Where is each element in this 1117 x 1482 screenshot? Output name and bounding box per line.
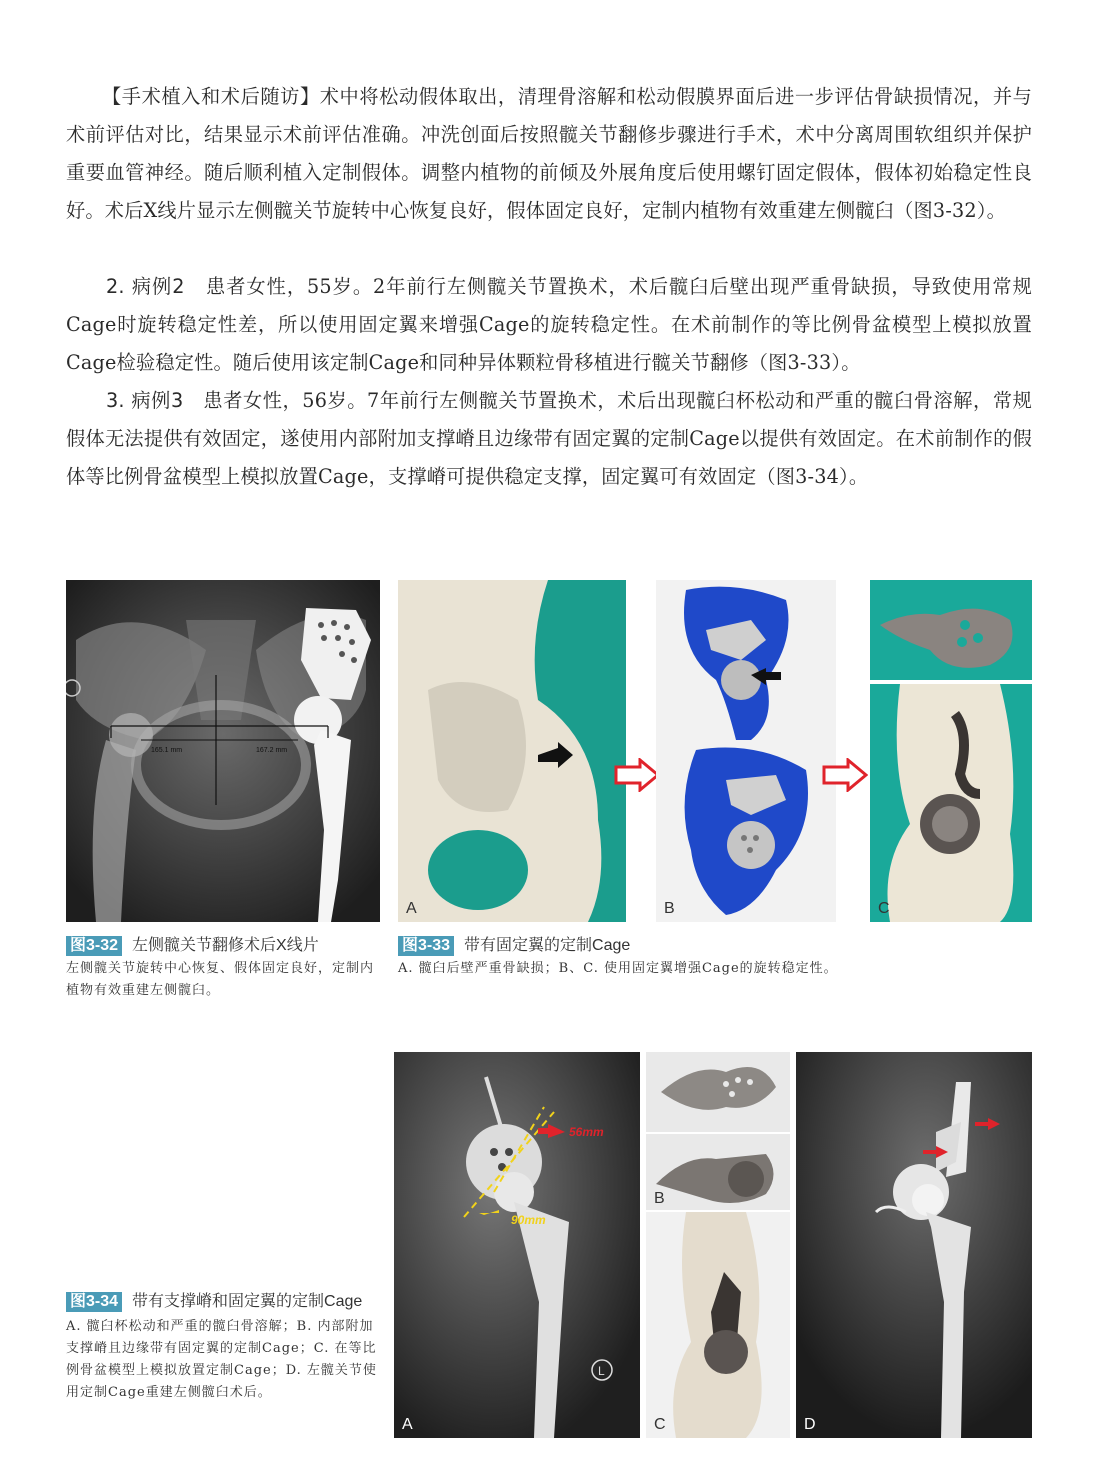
panel-label-a: A xyxy=(406,900,417,917)
hip-xray-postop-graphic xyxy=(796,1052,1032,1438)
measure-90mm: 90mm xyxy=(511,1213,546,1227)
caption-tag: 图3-34 xyxy=(66,1292,122,1312)
caption-title: 左侧髋关节翻修术后X线片 xyxy=(132,937,319,954)
paragraph-case-3 xyxy=(66,382,1032,496)
panel-label-a: A xyxy=(402,1416,413,1433)
pelvis-xray-graphic xyxy=(66,580,380,922)
caption-body: 左侧髋关节旋转中心恢复、假体固定良好，定制内植物有效重建左侧髋臼。 xyxy=(66,961,375,998)
metal-cage-graphic xyxy=(646,1052,790,1132)
paragraph-surgery-followup xyxy=(66,78,1032,230)
fig34-panel-d xyxy=(796,1052,1032,1438)
fig33-panel-b-top xyxy=(656,580,836,740)
bone-model-cage-graphic xyxy=(870,684,1032,922)
panel-label-c: C xyxy=(654,1416,666,1433)
fig33-panel-c-bottom xyxy=(870,684,1032,922)
fig34-panel-c xyxy=(646,1212,790,1438)
caption-tag: 图3-32 xyxy=(66,936,122,956)
metal-cage-side-graphic xyxy=(646,1134,790,1210)
caption-body: A. 髋臼后壁严重骨缺损；B、C. 使用固定翼增强Cage的旋转稳定性。 xyxy=(398,961,838,976)
fig32-xray-image xyxy=(66,580,380,922)
caption-tag: 图3-33 xyxy=(398,936,454,956)
panel-label-b: B xyxy=(654,1190,665,1207)
case-heading: 2. 病例2 xyxy=(106,275,185,298)
fig32-caption xyxy=(66,932,386,1002)
panel-label-c: C xyxy=(878,900,890,917)
blue-pelvis-cage-graphic xyxy=(656,740,836,922)
bone-model-graphic xyxy=(398,580,626,922)
xray-measure-right: 167.2 mm xyxy=(256,747,288,754)
paragraph-text: 患者女性，56岁。7年前行左侧髋关节置换术，术后出现髋臼杯松动和严重的髋臼骨溶解，常规假体无法提供有效固定，遂使用内部附加支撑嵴且边缘带有固定翼的定制Cage以提供有效固定。在术前制作的假体等比例骨盆模型上模拟放置Cage，支撑嵴可提供稳定支撑，固定翼可有效固定（图3-34）。 xyxy=(66,389,1032,488)
paragraph-text: 术中将松动假体取出，清理骨溶解和松动假膜界面后进一步评估骨缺损情况，并与术前评估对比，结果显示术前评估准确。冲洗创面后按照髋关节翻修步骤进行手术，术中分离周围软组织并保护重要血管神经。随后顺利植入定制假体。调整内植物的前倾及外展角度后使用螺钉固定假体，假体初始稳定性良好。术后X线片显示左侧髋关节旋转中心恢复良好，假体固定良好，定制内植物有效重建左侧髋臼（图3-32）。 xyxy=(66,85,1033,222)
hip-xray-graphic xyxy=(394,1052,640,1438)
paragraph-heading: 【手术植入和术后随访】 xyxy=(102,85,320,108)
arrow-right-icon xyxy=(614,758,660,792)
bone-model-cage-graphic xyxy=(646,1212,790,1438)
fig33-caption xyxy=(398,932,1038,980)
metal-cage-graphic xyxy=(870,580,1032,680)
case-heading: 3. 病例3 xyxy=(106,389,184,412)
caption-body: A. 髋臼杯松动和严重的髋臼骨溶解；B. 内部附加支撑嵴且边缘带有固定翼的定制Cage；C. 在等比例骨盆模型上模拟放置定制Cage；D. 左髋关节使用定制Cage重建左侧髋臼术后。 xyxy=(66,1319,377,1400)
side-marker-l: L xyxy=(598,1364,605,1378)
measure-56mm: 56mm xyxy=(569,1125,604,1139)
arrow-right-icon xyxy=(822,758,868,792)
fig33-panel-b-bottom xyxy=(656,740,836,922)
xray-measure-left: 165.1 mm xyxy=(151,747,183,754)
fig34-caption xyxy=(66,1288,378,1404)
caption-title: 带有支撑嵴和固定翼的定制Cage xyxy=(132,1293,363,1310)
panel-label-d: D xyxy=(804,1416,816,1433)
fig34-panel-b-top xyxy=(646,1052,790,1132)
fig33-panel-a xyxy=(398,580,626,922)
fig34-panel-b-bottom xyxy=(646,1134,790,1210)
paragraph-text: 患者女性，55岁。2年前行左侧髋关节置换术，术后髋臼后壁出现严重骨缺损，导致使用常规Cage时旋转稳定性差，所以使用固定翼来增强Cage的旋转稳定性。在术前制作的等比例骨盆模型上模拟放置Cage检验稳定性。随后使用该定制Cage和同种异体颗粒骨移植进行髋关节翻修（图3-33）。 xyxy=(66,275,1032,374)
paragraph-case-2 xyxy=(66,268,1032,382)
blue-pelvis-model-graphic xyxy=(656,580,836,740)
fig33-panel-c-top xyxy=(870,580,1032,680)
caption-title: 带有固定翼的定制Cage xyxy=(464,937,631,954)
fig34-panel-a xyxy=(394,1052,640,1438)
panel-label-b: B xyxy=(664,900,675,917)
